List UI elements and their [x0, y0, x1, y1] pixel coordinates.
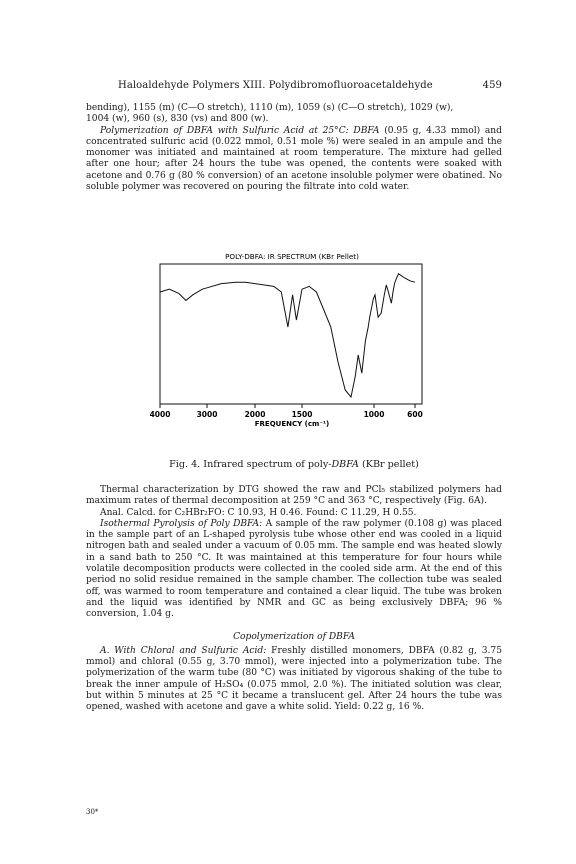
figure-caption — [86, 459, 502, 470]
paragraph-thermal: Thermal characterization by DTG showed the raw and PCl₅ stabilized polymers had maximum rates of thermal decomposition at 259 °C and 363 °C, respectively (Fig. 6A). — [86, 485, 502, 507]
x-tick-label-1500: 1500 — [291, 410, 313, 419]
ir-line-2: 1004 (w), 960 (s), 830 (vs) and 800 (w). — [86, 114, 269, 125]
x-axis-tick-labels — [150, 410, 423, 419]
caption-tail: (KBr pellet) — [362, 459, 419, 470]
x-tick-label-4000: 4000 — [149, 410, 171, 419]
x-tick-label-2000: 2000 — [244, 410, 266, 419]
copolymer-heading: A. With Chloral and Sulfuric Acid: — [100, 645, 267, 656]
x-tick-label-3000: 3000 — [196, 410, 218, 419]
footer-mark: 30* — [86, 808, 99, 816]
section-heading: Copolymerization of DBFA — [233, 631, 355, 642]
paragraph-analysis: Anal. Calcd. for C₂HBr₂FO: C 10.93, H 0.46. Found: C 11.29, H 0.55. — [100, 507, 417, 518]
copolymer-text: Freshly distilled monomers, DBFA (0.82 g, 3.75 mmol) and chloral (0.55 g, 3.70 mmol), were injected into a polymerization tube. The polymerization of the warm tube (80 °C) was initiated by vigorous shaking of the tube to break the inner ampule of H₂SO₄ (0.075 mmol, 2.0 %). The initiated solution was clear, but within 5 minutes at 25 °C it became a translucent gel. After 24 hours the tube was opened, washed with acetone and gave a white solid. Yield: 0.22 g, 16 %. — [86, 645, 502, 713]
running-header — [86, 80, 502, 94]
pyrolysis-text: A sample of the raw polymer (0.108 g) was placed in the sample part of an L-shaped pyrolysis tube whose other end was cooled in a liquid nitrogen bath and sealed under a vacuum of 0.05 mm. The sample end was heated slowly in a sand bath to 250 °C. It was maintained at this temperature for four hours while volatile decomposition products were collected in the cooled side arm. At the end of this period no solid residue remained in the sample chamber. The collection tube was sealed off, was warmed to room temperature and contained a clear liquid. The tube was broken and the liquid was identified by NMR and GC as being exclusively DBFA; 96 % conversion, 1.04 g. — [86, 518, 503, 620]
ir-spectrum-chart — [130, 251, 460, 451]
x-axis-ticks — [160, 404, 415, 408]
text-block-top — [86, 103, 502, 193]
paragraph-ir-continuation — [86, 103, 502, 126]
caption-italic: DBFA — [331, 459, 359, 470]
chart-title: POLY-DBFA: IR SPECTRUM (KBr Pellet) — [225, 252, 359, 261]
x-axis-label: FREQUENCY (cm⁻¹) — [254, 420, 330, 428]
x-tick-label-600: 600 — [407, 410, 423, 419]
x-tick-label-1000: 1000 — [363, 410, 385, 419]
ir-line-1: bending), 1155 (m) (C—O stretch), 1110 (m), 1059 (s) (C—O stretch), 1029 (w), — [86, 103, 454, 113]
figure-label: Fig. 4. — [169, 459, 201, 470]
pyrolysis-heading: Isothermal Pyrolysis of Poly DBFA: — [100, 518, 263, 529]
text-block-bottom — [86, 485, 502, 714]
page-number: 459 — [482, 80, 502, 91]
polymerization-heading: Polymerization of DBFA with Sulfuric Acid at 25°C: DBFA — [100, 125, 380, 136]
plot-frame — [160, 264, 422, 404]
spectrum-line — [160, 274, 415, 397]
paragraph-polymerization — [86, 126, 502, 194]
caption-text: Infrared spectrum of poly- — [203, 459, 332, 470]
running-title: Haloaldehyde Polymers XIII. Polydibromofluoroacetaldehyde — [118, 80, 433, 91]
paragraph-copolymerization — [86, 646, 502, 714]
polymerization-text: (0.95 g, 4.33 mmol) and concentrated sulfuric acid (0.022 mmol, 0.51 mole %) were sealed in an ampule and the monomer was initiated and maintained at room temperature. The mixture had gelled after one hour; after 24 hours the tube was opened, the contents were soaked with acetone and 0.76 g (80 % conversion) of an acetone insoluble polymer were obatined. No soluble polymer was recovered on pouring the filtrate into cold water. — [86, 125, 502, 193]
paragraph-pyrolysis — [86, 519, 502, 621]
